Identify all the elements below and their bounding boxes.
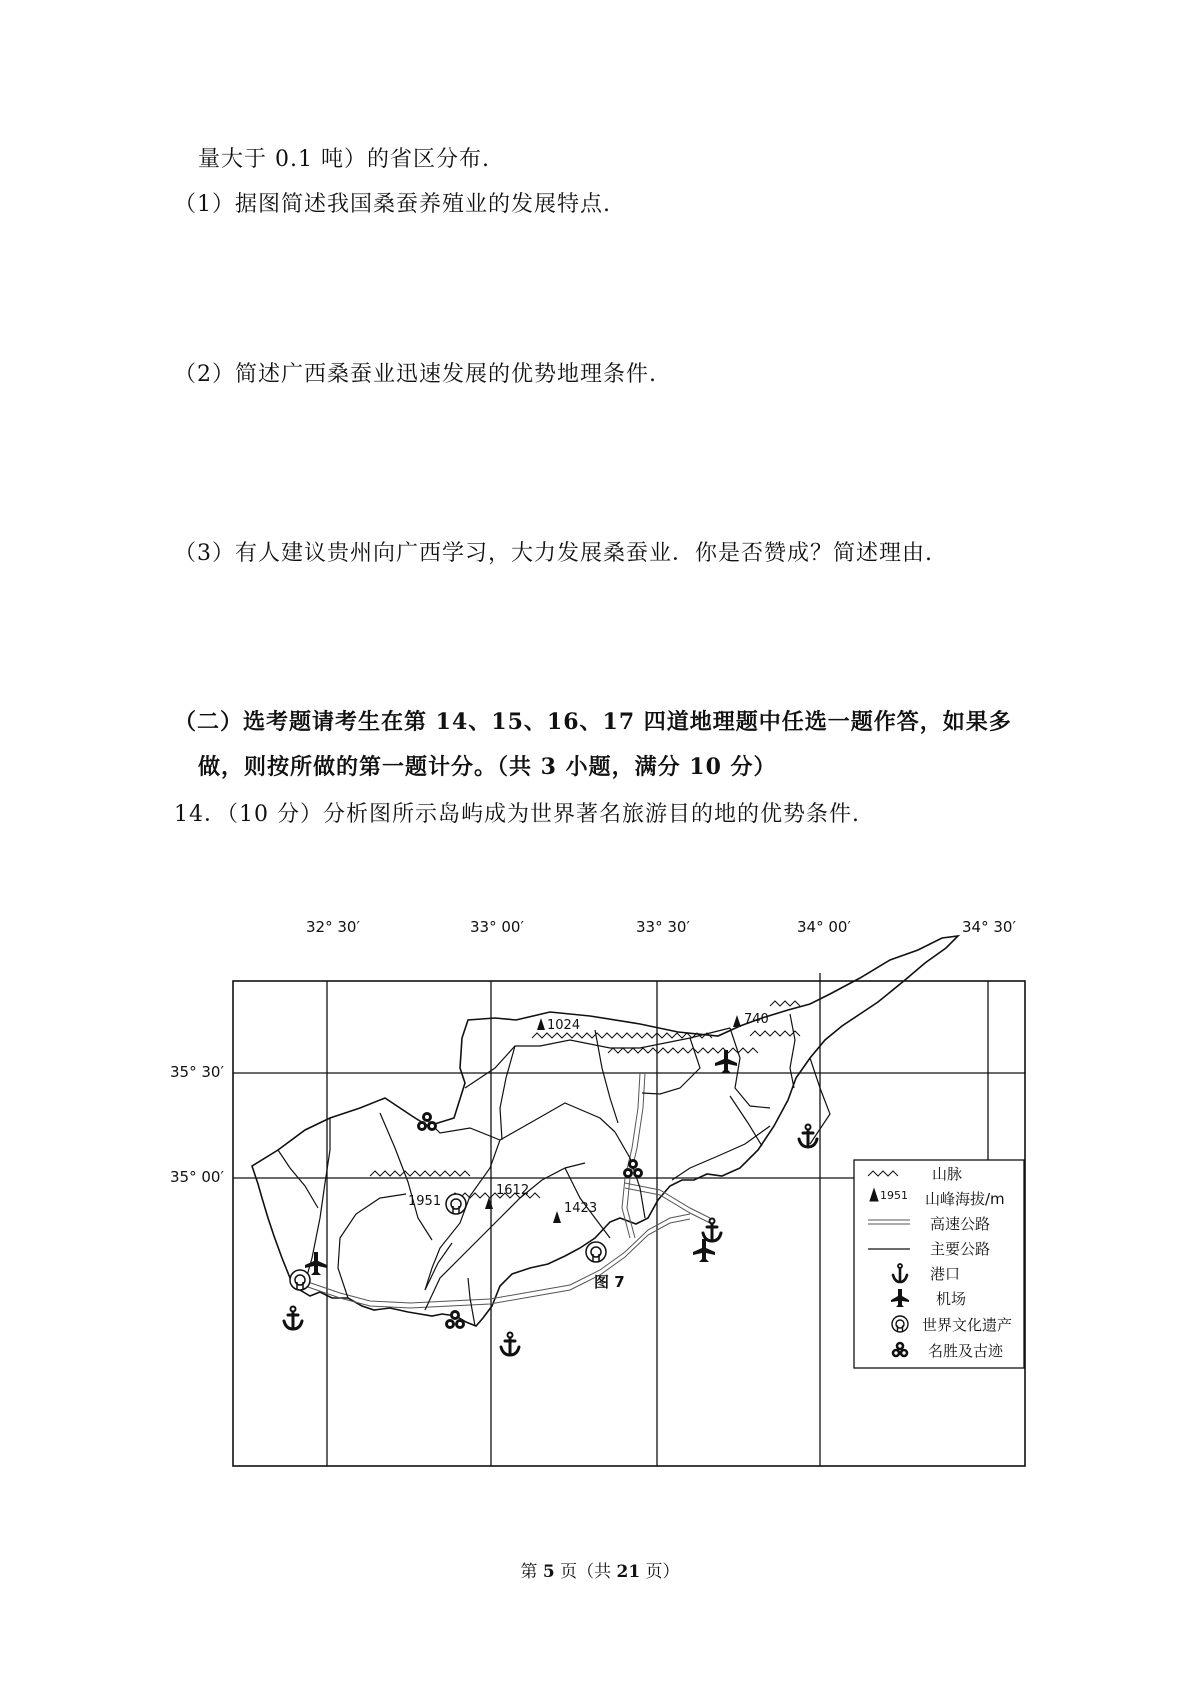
legend-peak-sample: 1951 [880,1189,908,1202]
legend-scenic-label: 名胜及古迹 [928,1342,1004,1360]
lon-label: 33° 00′ [470,918,524,936]
legend-highway-label: 高速公路 [930,1215,991,1233]
legend-airport-label: 机场 [936,1290,967,1308]
peak-label-1024: 1024 [547,1018,581,1033]
peak-marker-1423 [553,1211,561,1223]
world-heritage-icon [586,1242,606,1262]
lon-label: 34° 00′ [797,918,851,936]
peak-label-1423: 1423 [564,1201,598,1216]
question-14: 14．（10 分）分析图所示岛屿成为世界著名旅游目的地的优势条件. [174,802,860,827]
peak-marker-1024 [537,1018,545,1030]
world-heritage-icons [290,1194,606,1290]
footer-page-number: 5 [542,1562,555,1582]
question-2: （2）简述广西桑蚕业迅速发展的优势地理条件. [174,362,657,387]
section-heading-line-2: 做，则按所做的第一题计分。（共 3 小题，满分 10 分） [198,754,777,780]
lon-label: 32° 30′ [306,918,360,936]
figure-label: 图 7 [594,1273,625,1291]
scenic-spot-icon [447,1312,464,1328]
lat-label: 35° 30′ [170,1063,224,1081]
legend-mountain-label: 山脉 [932,1165,963,1183]
main-roads [278,1014,830,1326]
scenic-spot-icon [625,1161,642,1177]
port-icon [501,1333,519,1356]
page-footer [0,1557,1200,1582]
peak-marker-740 [733,1015,741,1027]
airport-icons [305,1050,737,1275]
legend-road-label: 主要公路 [930,1240,991,1258]
footer-prefix: 第 [520,1562,543,1582]
lon-label: 34° 30′ [962,918,1016,936]
world-heritage-icon [290,1270,310,1290]
legend-port-label: 港口 [930,1265,961,1283]
peak-label-1951: 1951 [408,1194,442,1209]
cyprus-map [170,918,1130,1498]
legend-peak-label: 山峰海拔/m [925,1190,1005,1208]
peak-label-740: 740 [744,1012,769,1027]
mountain-ranges [370,1001,800,1198]
world-heritage-icon [446,1194,466,1214]
legend-heritage-label: 世界文化遗产 [922,1316,1013,1334]
port-icon [284,1307,302,1330]
footer-total-pages: 21 [616,1562,641,1582]
port-icon [799,1125,817,1148]
section-heading-line-1: （二）选考题请考生在第 14、15、16、17 四道地理题中任选一题作答，如果多 [174,709,1012,735]
airport-icon [715,1050,737,1073]
lon-label: 33° 30′ [636,918,690,936]
question-3: （3）有人建议贵州向广西学习，大力发展桑蚕业．你是否赞成？简述理由. [174,541,933,566]
port-icon [703,1219,721,1242]
scenic-spot-icons [419,1114,642,1328]
scenic-spot-icon [419,1114,436,1130]
question-1: （1）据图简述我国桑蚕养殖业的发展特点. [174,192,611,217]
footer-middle: 页（共 [554,1562,617,1582]
text-line-continuation: 量大于 0.1 吨）的省区分布. [198,147,490,172]
peak-marker-1612 [485,1197,493,1209]
lat-label: 35° 00′ [170,1168,224,1186]
port-icons [284,1125,817,1356]
peak-label-1612: 1612 [496,1183,530,1198]
footer-suffix: 页） [640,1562,680,1582]
